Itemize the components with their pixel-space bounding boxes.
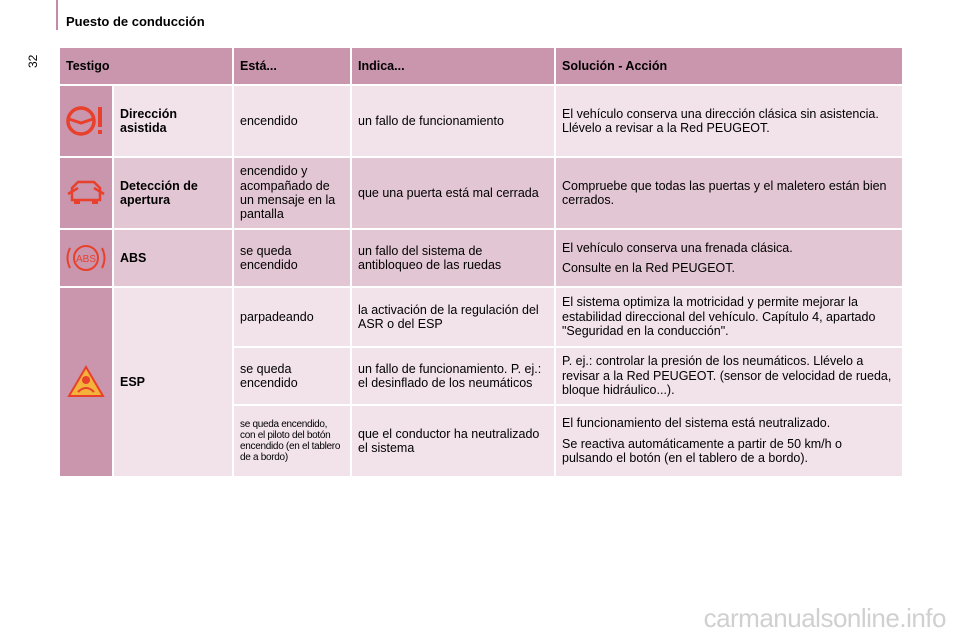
light-action-line1: El vehículo conserva una frenada clásica. bbox=[562, 240, 793, 255]
light-name: ESP bbox=[114, 288, 232, 476]
light-action-line2: Consulte en la Red PEUGEOT. bbox=[562, 261, 735, 275]
light-indicates: un fallo del sistema de antibloqueo de las ruedas bbox=[352, 230, 554, 286]
light-state: encendido bbox=[234, 86, 350, 156]
page-number: 32 bbox=[26, 54, 40, 68]
light-state: parpadeando bbox=[234, 288, 350, 346]
light-indicates: la activación de la regulación del ASR o del ESP bbox=[352, 288, 554, 346]
left-rule bbox=[56, 0, 58, 30]
light-action bbox=[556, 230, 902, 286]
light-indicates: un fallo de funcionamiento bbox=[352, 86, 554, 156]
light-action: El vehículo conserva una dirección clásica sin asistencia. Llévelo a revisar a la Red PEUGEOT. bbox=[556, 86, 902, 156]
table-row bbox=[60, 158, 902, 228]
light-state: se queda encendido bbox=[234, 230, 350, 286]
light-name: ABS bbox=[114, 230, 232, 286]
table-row bbox=[60, 288, 902, 346]
light-state: se queda encendido bbox=[234, 348, 350, 404]
light-indicates: que una puerta está mal cerrada bbox=[352, 158, 554, 228]
power-steering-warning-icon bbox=[60, 86, 112, 156]
light-action: Compruebe que todas las puertas y el maletero están bien cerrados. bbox=[556, 158, 902, 228]
light-action-line1: El funcionamiento del sistema está neutralizado. bbox=[562, 416, 831, 431]
col-header-indica: Indica... bbox=[352, 48, 554, 84]
door-open-icon bbox=[60, 158, 112, 228]
warning-lights-table bbox=[58, 46, 904, 478]
light-indicates: un fallo de funcionamiento. P. ej.: el desinflado de los neumáticos bbox=[352, 348, 554, 404]
light-action bbox=[556, 406, 902, 476]
table-row bbox=[60, 230, 902, 286]
light-state: se queda encendido, con el piloto del botón encendido (en el tablero de a bordo) bbox=[234, 406, 350, 476]
table-row bbox=[60, 86, 902, 156]
light-state: encendido y acompañado de un mensaje en la pantalla bbox=[234, 158, 350, 228]
light-action-line2: Se reactiva automáticamente a partir de 50 km/h o pulsando el botón (en el tablero de a bordo). bbox=[562, 436, 843, 466]
light-indicates: que el conductor ha neutralizado el sistema bbox=[352, 406, 554, 476]
esp-warning-icon bbox=[60, 288, 112, 476]
abs-icon-label: ABS bbox=[75, 254, 97, 265]
watermark: carmanualsonline.info bbox=[703, 603, 946, 633]
col-header-testigo: Testigo bbox=[60, 48, 232, 84]
table-header-row bbox=[60, 48, 902, 84]
light-action: P. ej.: controlar la presión de los neumáticos. Llévelo a revisar a la Red PEUGEOT. (sensor de velocidad de rueda, bloque hidráulico...). bbox=[556, 348, 902, 404]
light-name: Dirección asistida bbox=[114, 86, 232, 156]
abs-icon bbox=[60, 230, 112, 286]
light-name: Detección de apertura bbox=[114, 158, 232, 228]
light-action: El sistema optimiza la motricidad y permite mejorar la estabilidad direccional del vehículo. Capítulo 4, apartado "Seguridad en la conducción". bbox=[556, 288, 902, 346]
col-header-esta: Está... bbox=[234, 48, 350, 84]
page-title: Puesto de conducción bbox=[66, 14, 205, 29]
col-header-solucion: Solución - Acción bbox=[556, 48, 902, 84]
